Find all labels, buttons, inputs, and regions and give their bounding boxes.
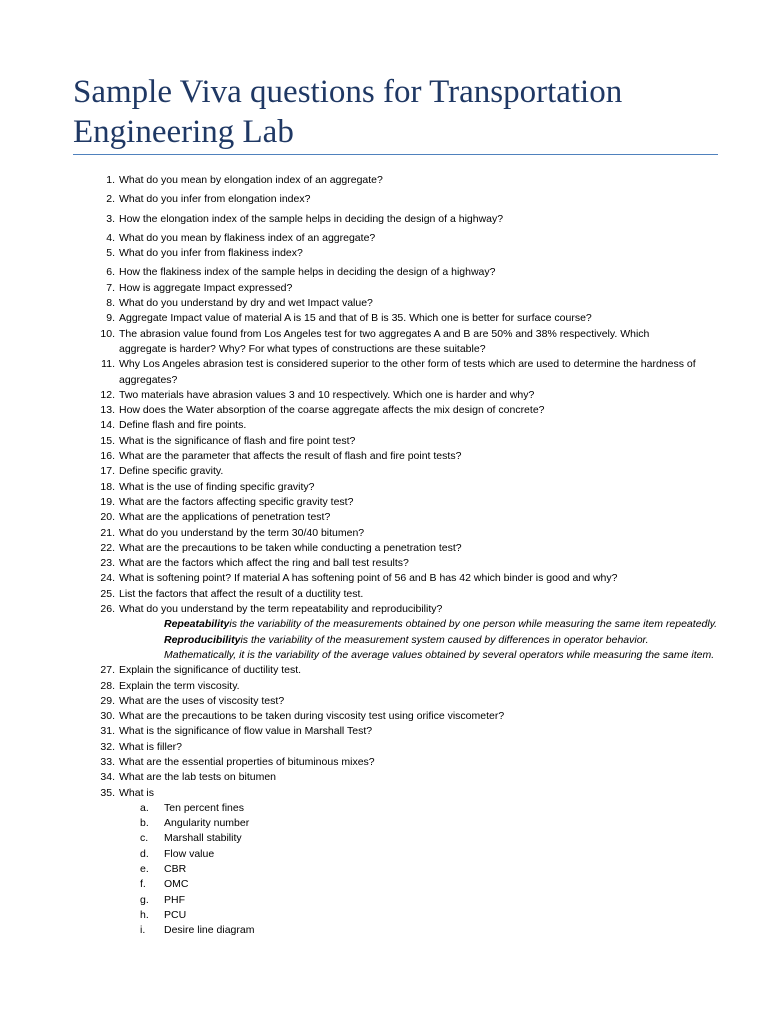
question-text: What do you understand by dry and wet Impact value? [119,297,373,310]
question-number: 34. [100,771,115,784]
question-number: 31. [100,725,115,738]
question-text: What do you infer from elongation index? [119,193,311,206]
question-number: 17. [100,465,115,478]
sub-item [0,893,768,908]
question-text: What do you understand by the term 30/40 bitumen? [119,526,365,539]
question-number: 6. [106,266,115,279]
question-number: 9. [106,312,115,325]
sub-item [0,816,768,831]
sub-item [0,847,768,862]
sub-item-text: Angularity number [164,817,250,830]
question-item [0,510,768,525]
question-number: 19. [100,495,115,508]
question-text: How is aggregate Impact expressed? [119,281,293,294]
sub-item-letter: a. [140,801,149,814]
question-number: 18. [100,480,115,493]
sub-item-letter: c. [140,832,149,845]
question-number: 26. [100,603,115,616]
question-number: 29. [100,694,115,707]
definition-term: Repeatability [164,618,230,631]
question-text: How the elongation index of the sample helps in deciding the design of a highway? [119,212,504,225]
question-text: What are the precautions to be taken while conducting a penetration test? [119,541,462,554]
sub-item-text: Marshall stability [164,832,242,845]
question-item [0,357,768,388]
question-item [0,740,768,755]
question-item [0,663,768,678]
question-item [0,541,768,556]
question-number: 13. [100,404,115,417]
question-text: List the factors that affect the result of a ductility test. [119,587,364,600]
question-number: 22. [100,541,115,554]
question-item [0,231,768,246]
question-item [0,526,768,541]
question-item [0,265,768,280]
sub-item [0,908,768,923]
question-number: 30. [100,710,115,723]
question-item [0,587,768,602]
title-divider [73,154,718,155]
question-number: 35. [100,786,115,799]
question-number: 21. [100,526,115,539]
question-number: 12. [100,388,115,401]
definition-text: is the variability of the measurements obtained by one person while measuring the same item repeatedly. [229,618,718,631]
question-text: Define specific gravity. [119,465,224,478]
question-item [0,246,768,261]
question-item [0,571,768,586]
question-text: Aggregate Impact value of material A is 15 and that of B is 35. Which one is better for surface course? [119,312,592,325]
question-item [0,311,768,326]
question-item [0,192,768,207]
sub-item [0,801,768,816]
question-text: How the flakiness index of the sample helps in deciding the design of a highway? [119,266,496,279]
definition-term: Reproducibility [164,633,241,646]
question-item [0,480,768,495]
question-number: 32. [100,740,115,753]
question-item [0,786,768,801]
question-number: 24. [100,572,115,585]
sub-item-text: Ten percent fines [164,801,244,814]
question-text: What are the applications of penetration test? [119,511,331,524]
sub-item-text: Desire line diagram [164,924,255,937]
question-item [0,556,768,571]
question-text: Explain the term viscosity. [119,679,240,692]
question-item [0,449,768,464]
question-text: Two materials have abrasion values 3 and 10 respectively. Which one is harder and why? [119,388,535,401]
question-number: 10. [100,327,115,340]
question-number: 20. [100,511,115,524]
page-title: Sample Viva questions for Transportation Engineering Lab [73,74,623,150]
question-number: 5. [106,247,115,260]
sub-item-text: OMC [164,878,189,891]
sub-item-text: PCU [164,908,187,921]
question-number: 15. [100,434,115,447]
question-text: What are the uses of viscosity test? [119,694,285,707]
question-number: 23. [100,557,115,570]
sub-item-letter: b. [140,817,149,830]
question-number: 3. [106,212,115,225]
question-item [0,388,768,403]
sub-item-letter: i. [140,924,146,937]
question-text: What is filler? [119,740,183,753]
question-item [0,770,768,785]
question-number: 2. [106,193,115,206]
question-item [0,495,768,510]
question-text: What do you understand by the term repeatability and reproducibility? [119,603,443,616]
sub-item [0,862,768,877]
sub-item [0,923,768,938]
sub-item-letter: h. [140,908,149,921]
question-number: 28. [100,679,115,692]
sub-item-letter: d. [140,847,149,860]
question-item [0,212,768,227]
definition [164,633,719,664]
question-text: What is softening point? If material A has softening point of 56 and B has 42 which binder is good and why? [119,572,618,585]
question-list [0,173,768,939]
question-text: The abrasion value found from Los Angeles test for two aggregates A and B are 50% and 38% respectively. Which aggregate is harder? Why? For what types of constructions are these suitable? [119,327,650,355]
question-item [0,434,768,449]
question-item [0,679,768,694]
question-text: What do you infer from flakiness index? [119,247,303,260]
question-item [0,724,768,739]
question-number: 14. [100,419,115,432]
question-item [0,694,768,709]
question-text: What are the factors which affect the ring and ball test results? [119,557,409,570]
question-number: 7. [106,281,115,294]
sub-item-text: CBR [164,863,187,876]
question-number: 25. [100,587,115,600]
question-item [0,418,768,433]
question-item [0,755,768,770]
definition-text: is the variability of the measurement system caused by differences in operator behavior. Mathematically, it is the variability of the average values obtained by several operators while measuring the same item. [164,633,715,661]
question-text: What do you mean by flakiness index of an aggregate? [119,231,376,244]
sub-item [0,831,768,846]
question-number: 27. [100,664,115,677]
question-text: Define flash and fire points. [119,419,247,432]
question-item [0,327,768,358]
sub-item [0,877,768,892]
question-text: What are the lab tests on bitumen [119,771,277,784]
question-text: What is the significance of flow value in Marshall Test? [119,725,373,738]
question-text: What are the precautions to be taken during viscosity test using orifice viscometer? [119,710,505,723]
sub-item-text: Flow value [164,847,215,860]
question-text: What is the use of finding specific gravity? [119,480,315,493]
question-item [0,464,768,479]
question-text: What is [119,786,155,799]
question-text: Why Los Angeles abrasion test is considered superior to the other form of tests which are used to determine the hardness of aggregates? [119,358,696,386]
question-text: What are the factors affecting specific gravity test? [119,495,354,508]
question-item [0,602,768,617]
question-item [0,709,768,724]
question-number: 4. [106,231,115,244]
question-item [0,403,768,418]
question-text: What are the parameter that affects the result of flash and fire point tests? [119,450,462,463]
question-number: 8. [106,297,115,310]
definition [164,617,719,632]
question-number: 16. [100,450,115,463]
question-number: 33. [100,755,115,768]
sub-item-letter: e. [140,863,149,876]
question-text: Explain the significance of ductility test. [119,664,302,677]
question-text: What are the essential properties of bituminous mixes? [119,755,375,768]
question-item [0,173,768,188]
question-item [0,281,768,296]
question-text: What is the significance of flash and fire point test? [119,434,356,447]
question-number: 1. [106,174,115,186]
sub-item-letter: g. [140,893,149,906]
question-item [0,296,768,311]
sub-item-letter: f. [140,878,146,891]
question-number: 11. [101,358,115,371]
sub-item-text: PHF [164,893,185,906]
question-text: How does the Water absorption of the coarse aggregate affects the mix design of concrete? [119,404,545,417]
question-text: What do you mean by elongation index of an aggregate? [119,174,383,186]
